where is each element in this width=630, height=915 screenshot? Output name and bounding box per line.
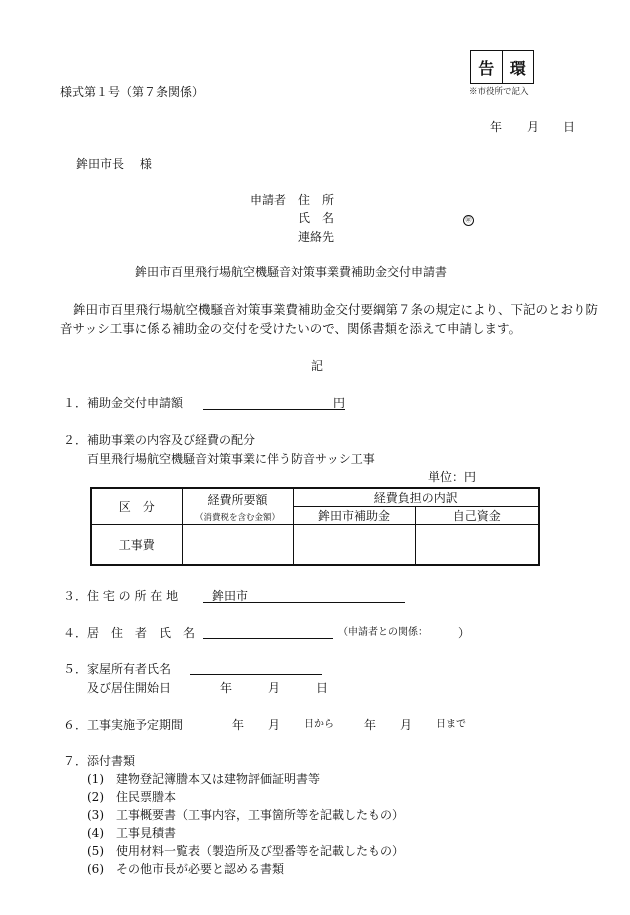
cell-subsidy[interactable]	[293, 525, 415, 565]
attachment-item: (3) 工事概要書（工事内容，工事箇所等を記載したもの）	[87, 808, 405, 822]
header-cost: 経費所要額 （消費税を含む金額）	[182, 488, 293, 525]
row-label-construction: 工事費	[91, 525, 182, 565]
attachment-item: (5) 使用材料一覧表（製造所及び型番等を記載したもの）	[87, 844, 405, 858]
office-stamp-box	[470, 50, 534, 84]
item2-label: ２．補助事業の内容及び経費の配分	[63, 433, 256, 447]
body-text-line2: 音サッシ工事に係る補助金の交付を受けたいので、関係書類を添えて申請します。	[60, 321, 522, 336]
name-label: 氏 名	[298, 211, 335, 225]
header-own-funds: 自己資金	[415, 507, 539, 525]
cost-table	[90, 487, 540, 566]
contact-label: 連絡先	[298, 230, 335, 244]
item5-month: 月	[268, 681, 281, 695]
header-breakdown: 経費負担の内訳	[293, 488, 539, 507]
item6-year1: 年	[232, 718, 245, 732]
item6-month1: 月	[268, 718, 281, 732]
item1-amount-line[interactable]	[203, 409, 345, 410]
attachment-item: (1) 建物登記簿謄本又は建物評価証明書等	[87, 772, 320, 786]
item6-from: 日から	[304, 719, 334, 730]
item3-label: ３．住 宅 の 所 在 地	[63, 589, 179, 603]
header-subsidy: 鉾田市補助金	[293, 507, 415, 525]
item5-sub: 及び居住開始日	[87, 681, 172, 695]
item5-year: 年	[220, 681, 233, 695]
item6-month2: 月	[400, 718, 413, 732]
item4-name-line[interactable]	[203, 638, 333, 639]
item6-year2: 年	[364, 718, 377, 732]
item3-address-line[interactable]	[203, 602, 405, 603]
item5-day: 日	[316, 681, 329, 695]
item7-label: ７．添付書類	[63, 754, 136, 768]
stamp-cell-koku: 告	[478, 58, 495, 78]
item6-to: 日まで	[436, 719, 466, 730]
date-month: 月	[527, 120, 540, 134]
header-category: 区 分	[91, 488, 182, 525]
item4-relation-close: ）	[458, 626, 471, 640]
seal-mark: ㊞	[463, 212, 474, 226]
applicant-label: 申請者	[250, 193, 287, 207]
item2-description: 百里飛行場航空機騒音対策事業に伴う防音サッシ工事	[87, 452, 375, 466]
date-day: 日	[563, 120, 576, 134]
unit-note: 単位：円	[428, 470, 477, 484]
ki-heading: 記	[311, 359, 324, 373]
item6-label: ６．工事実施予定期間	[63, 718, 184, 732]
stamp-note: ※市役所で記入	[469, 87, 529, 97]
item3-city: 鉾田市	[212, 589, 249, 603]
addressee: 鉾田市長 様	[76, 157, 152, 171]
cell-own-funds[interactable]	[415, 525, 539, 565]
cell-cost[interactable]	[182, 525, 293, 565]
address-label: 住 所	[298, 193, 335, 207]
form-number: 様式第１号（第７条関係）	[60, 85, 205, 99]
item1-label: １．補助金交付申請額	[63, 396, 184, 410]
attachment-item: (2) 住民票謄本	[87, 790, 176, 804]
body-text-line1: 鉾田市百里飛行場航空機騒音対策事業費補助金交付要綱第７条の規定により、下記のとおり防	[73, 302, 599, 317]
date-year: 年	[490, 120, 503, 134]
attachment-item: (6) その他市長が必要と認める書類	[87, 862, 284, 876]
document-title: 鉾田市百里飛行場航空機騒音対策事業費補助金交付申請書	[135, 265, 448, 279]
item5-label: ５．家屋所有者氏名	[63, 662, 172, 676]
item4-relation-open: （申請者との関係：	[338, 627, 428, 638]
item5-owner-line[interactable]	[190, 674, 322, 675]
item4-label: ４．居 住 者 氏 名	[63, 626, 196, 640]
item1-unit: 円	[333, 396, 346, 410]
attachment-item: (4) 工事見積書	[87, 826, 176, 840]
stamp-cell-kan: 環	[502, 51, 534, 83]
